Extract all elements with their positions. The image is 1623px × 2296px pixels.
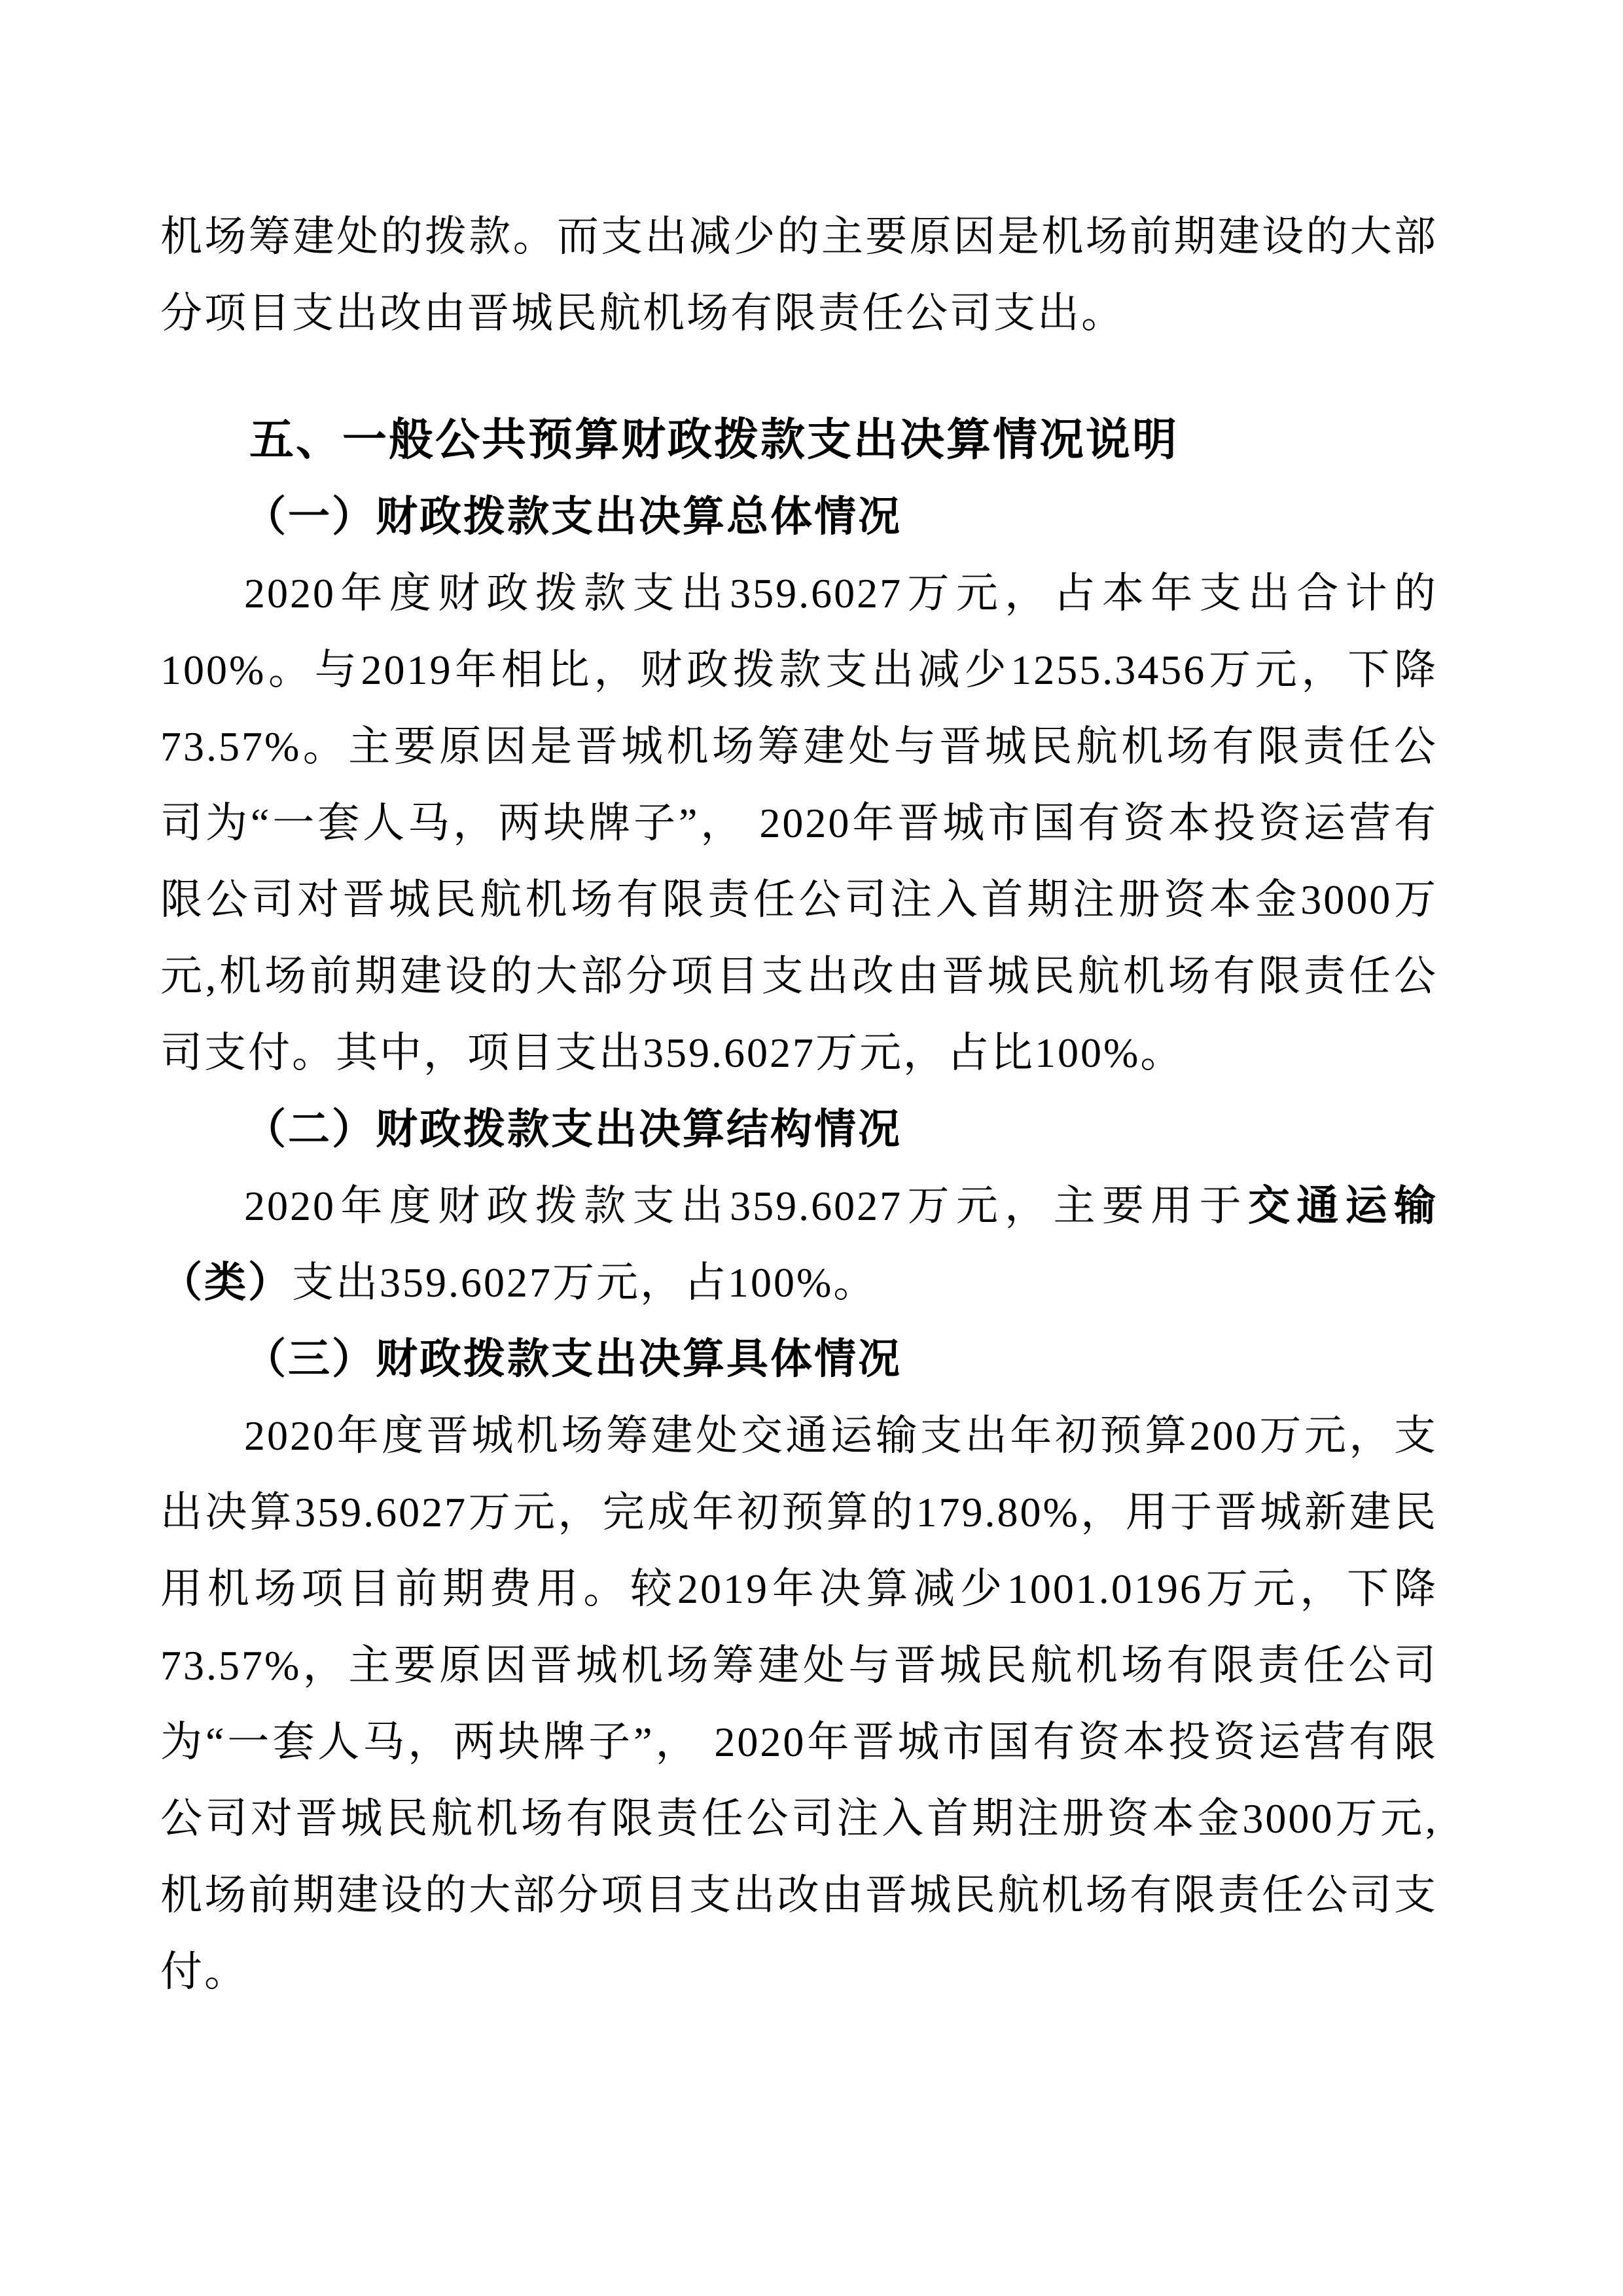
subsection-2-heading: （二）财政拨款支出决算结构情况	[244, 1106, 902, 1153]
subsection-3-heading: （三）财政拨款支出决算具体情况	[244, 1336, 902, 1382]
subsection-3-paragraph: 2020年度晋城机场筹建处交通运输支出年初预算200万元，支出决算359.6027万元，完成年初预算的179.80%，用于晋城新建民用机场项目前期费用。较2019年决算减少1001.0196万元，下降73.57%，主要原因晋城机场筹建处与晋城民航机场有限责任公司为“一套人马，两块牌子”， 2020年晋城市国有资本投资运营有限公司对晋城民航机场有限责任公司注入首期注册资本金3000万元,机场前期建设的大部分项目支出改由晋城民航机场有限责任公司支付。	[160, 1412, 1438, 1995]
continuation-paragraph: 机场筹建处的拨款。而支出减少的主要原因是机场前期建设的大部分项目支出改由晋城民航机场有限责任公司支出。	[160, 213, 1438, 336]
section-heading: 五、一般公共预算财政拨款支出决算情况说明	[249, 415, 1179, 465]
subsection-1-heading: （一）财政拨款支出决算总体情况	[244, 493, 902, 540]
subsection-2-paragraph	[160, 1168, 1438, 1321]
subsection-2-paragraph-after: 支出359.6027万元，占100%。	[292, 1259, 878, 1306]
subsection-2-paragraph-bold-term: 交通运输（类）	[160, 1183, 1438, 1306]
subsection-2-paragraph-before: 2020年度财政拨款支出359.6027万元，主要用于	[244, 1183, 1248, 1229]
subsection-1-paragraph: 2020年度财政拨款支出359.6027万元，占本年支出合计的100%。与2019年相比，财政拨款支出减少1255.3456万元，下降73.57%。主要原因是晋城机场筹建处与晋城民航机场有限责任公司为“一套人马，两块牌子”， 2020年晋城市国有资本投资运营有限公司对晋城民航机场有限责任公司注入首期注册资本金3000万元,机场前期建设的大部分项目支出改由晋城民航机场有限责任公司支付。其中，项目支出359.6027万元，占比100%。	[160, 570, 1438, 1076]
